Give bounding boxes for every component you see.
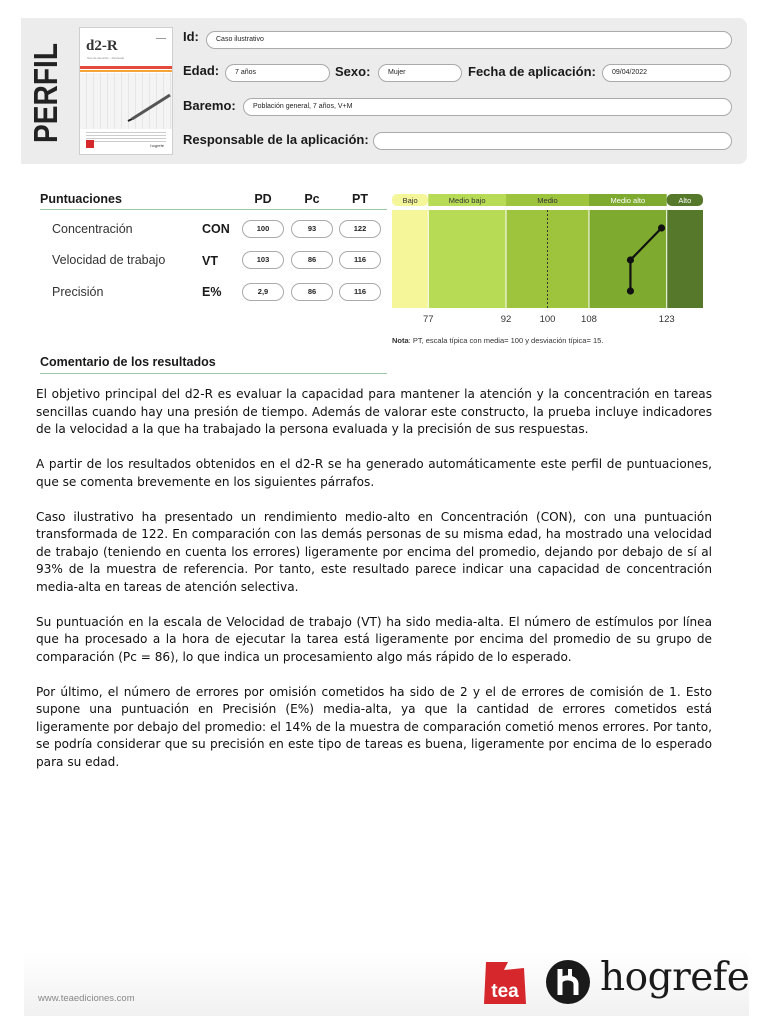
baremo-label: Baremo: [183, 98, 236, 113]
cover-publisher: hogrefe [150, 143, 164, 148]
profile-chart-svg [390, 192, 710, 328]
cover-photo [80, 73, 172, 129]
fecha-label: Fecha de aplicación: [468, 64, 596, 79]
id-field[interactable]: Caso ilustrativo [206, 31, 732, 49]
score-con-pt: 122 [339, 220, 381, 238]
comment-title: Comentario de los resultados [40, 355, 216, 369]
cover-subtitle: Test de Atención - Revisado [87, 56, 125, 60]
score-e-pd: 2,9 [242, 283, 284, 301]
profile-point-vt [627, 256, 634, 263]
vertical-title [22, 35, 68, 145]
score-e-pt: 116 [339, 283, 381, 301]
score-vt-pt: 116 [339, 251, 381, 269]
cover-title: d2-R [86, 38, 118, 54]
band-area [428, 210, 506, 308]
chart-note [392, 336, 603, 345]
chart-note-label: Nota [392, 336, 409, 345]
row-label-con: Concentración [52, 222, 133, 236]
sexo-field[interactable]: Mujer [378, 64, 462, 82]
fecha-field[interactable]: 09/04/2022 [602, 64, 731, 82]
responsable-field[interactable] [373, 132, 732, 150]
sexo-label: Sexo: [335, 64, 371, 79]
row-abbr-vt: VT [202, 254, 218, 268]
baremo-field[interactable]: Población general, 7 años, V+M [243, 98, 732, 116]
tick-label: 123 [658, 314, 675, 325]
comment-paragraph: Por último, el número de errores por omisión cometidos ha sido de 2 y el de errores de comisión de 1. Esto supone una puntuación en Precisión (E%) media-alta, ya que la cantidad de errores cometidos está ligeramente por debajo del promedio: el 14% de la muestra de comparación cometió menos errores. Por tanto, se podría considerar que su precisión en este tipo de tareas es buena, ligeramente por encima de lo esperado para su edad. [36, 684, 712, 769]
band-label: Medio bajo [448, 196, 486, 205]
score-vt-pd: 103 [242, 251, 284, 269]
comment-paragraph: Su puntuación en la escala de Velocidad de trabajo (VT) ha sido media-alta. El número de estímulos por línea que ha procesado a la hora de ejecutar la tarea está ligeramente por encima del promedio de su grupo de comparación (Pc = 86), lo que indica un procesamiento algo más rápido de lo esperado. [36, 614, 712, 664]
band-label: Bajo [402, 196, 418, 205]
hogrefe-h-icon [544, 958, 592, 1011]
chart-note-text: : PT, escala típica con media= 100 y desviación típica= 15. [408, 336, 604, 345]
score-con-pc: 93 [291, 220, 333, 238]
profile-point-con [658, 224, 665, 231]
scores-title: Puntuaciones [40, 192, 122, 206]
profile-chart [390, 192, 710, 328]
pencil-icon [80, 73, 172, 129]
scores-underline [40, 209, 387, 210]
score-con-pd: 100 [242, 220, 284, 238]
row-abbr-e: E% [202, 285, 222, 299]
score-vt-pc: 86 [291, 251, 333, 269]
comment-underline [40, 373, 387, 374]
test-cover-image [79, 27, 173, 155]
col-head-pd: PD [254, 192, 272, 206]
cover-orange-band [80, 70, 172, 72]
tea-logo-text: tea [491, 981, 519, 1002]
row-abbr-con: CON [202, 222, 230, 236]
band-area [667, 210, 703, 308]
tick-label: 92 [500, 314, 512, 325]
row-label-e: Precisión [52, 285, 104, 299]
row-label-vt: Velocidad de trabajo [52, 253, 166, 267]
profile-point-epct [627, 287, 634, 294]
band-label: Alto [678, 196, 692, 205]
tea-logo [480, 960, 530, 1011]
cover-dash [156, 38, 166, 39]
col-head-pc: Pc [304, 192, 320, 206]
tick-label: 108 [581, 314, 597, 325]
tick-label: 77 [422, 314, 434, 325]
footer-url[interactable]: www.teaediciones.com [38, 993, 135, 1004]
comment-paragraph: El objetivo principal del d2-R es evaluar la capacidad para mantener la atención y la concentración en tareas sencillas cuando hay una presión de tiempo. Además de valorar este constructo, la prueba incluye indicadores de la velocidad a la que ha trabajado la persona evaluada y la precisión de sus respuestas. [36, 387, 712, 436]
vertical-title-text: PERFIL [27, 35, 64, 143]
hogrefe-logo-text: hogrefe [600, 955, 750, 1000]
tick-label: 100 [539, 314, 556, 325]
edad-field[interactable]: 7 años [225, 64, 330, 82]
id-label: Id: [183, 29, 199, 44]
col-head-pt: PT [352, 192, 368, 206]
comment-paragraph: A partir de los resultados obtenidos en el d2-R se ha generado automáticamente este perfil de puntuaciones, que se comenta brevemente en los siguientes párrafos. [36, 457, 712, 489]
cover-tea-logo [86, 140, 94, 148]
comment-paragraph: Caso ilustrativo ha presentado un rendimiento medio-alto en Concentración (CON), con una puntuación transformada de 122. En comparación con las demás personas de su misma edad, ha mostrado una velocidad de trabajo (teniendo en cuenta los errores) ligeramente por encima del promedio, dejando por debajo de sí al 93% de la muestra de referencia. Por tanto, este resultado parece indicar una capacidad de concentración media-alta en tareas de atención selectiva. [36, 509, 712, 594]
band-label: Medio [537, 196, 558, 205]
edad-label: Edad: [183, 63, 220, 78]
responsable-label: Responsable de la aplicación: [183, 132, 369, 147]
cover-red-band [80, 66, 172, 69]
score-e-pc: 86 [291, 283, 333, 301]
comment-body [36, 386, 712, 789]
band-label: Medio alto [610, 196, 646, 205]
band-area [392, 210, 428, 308]
